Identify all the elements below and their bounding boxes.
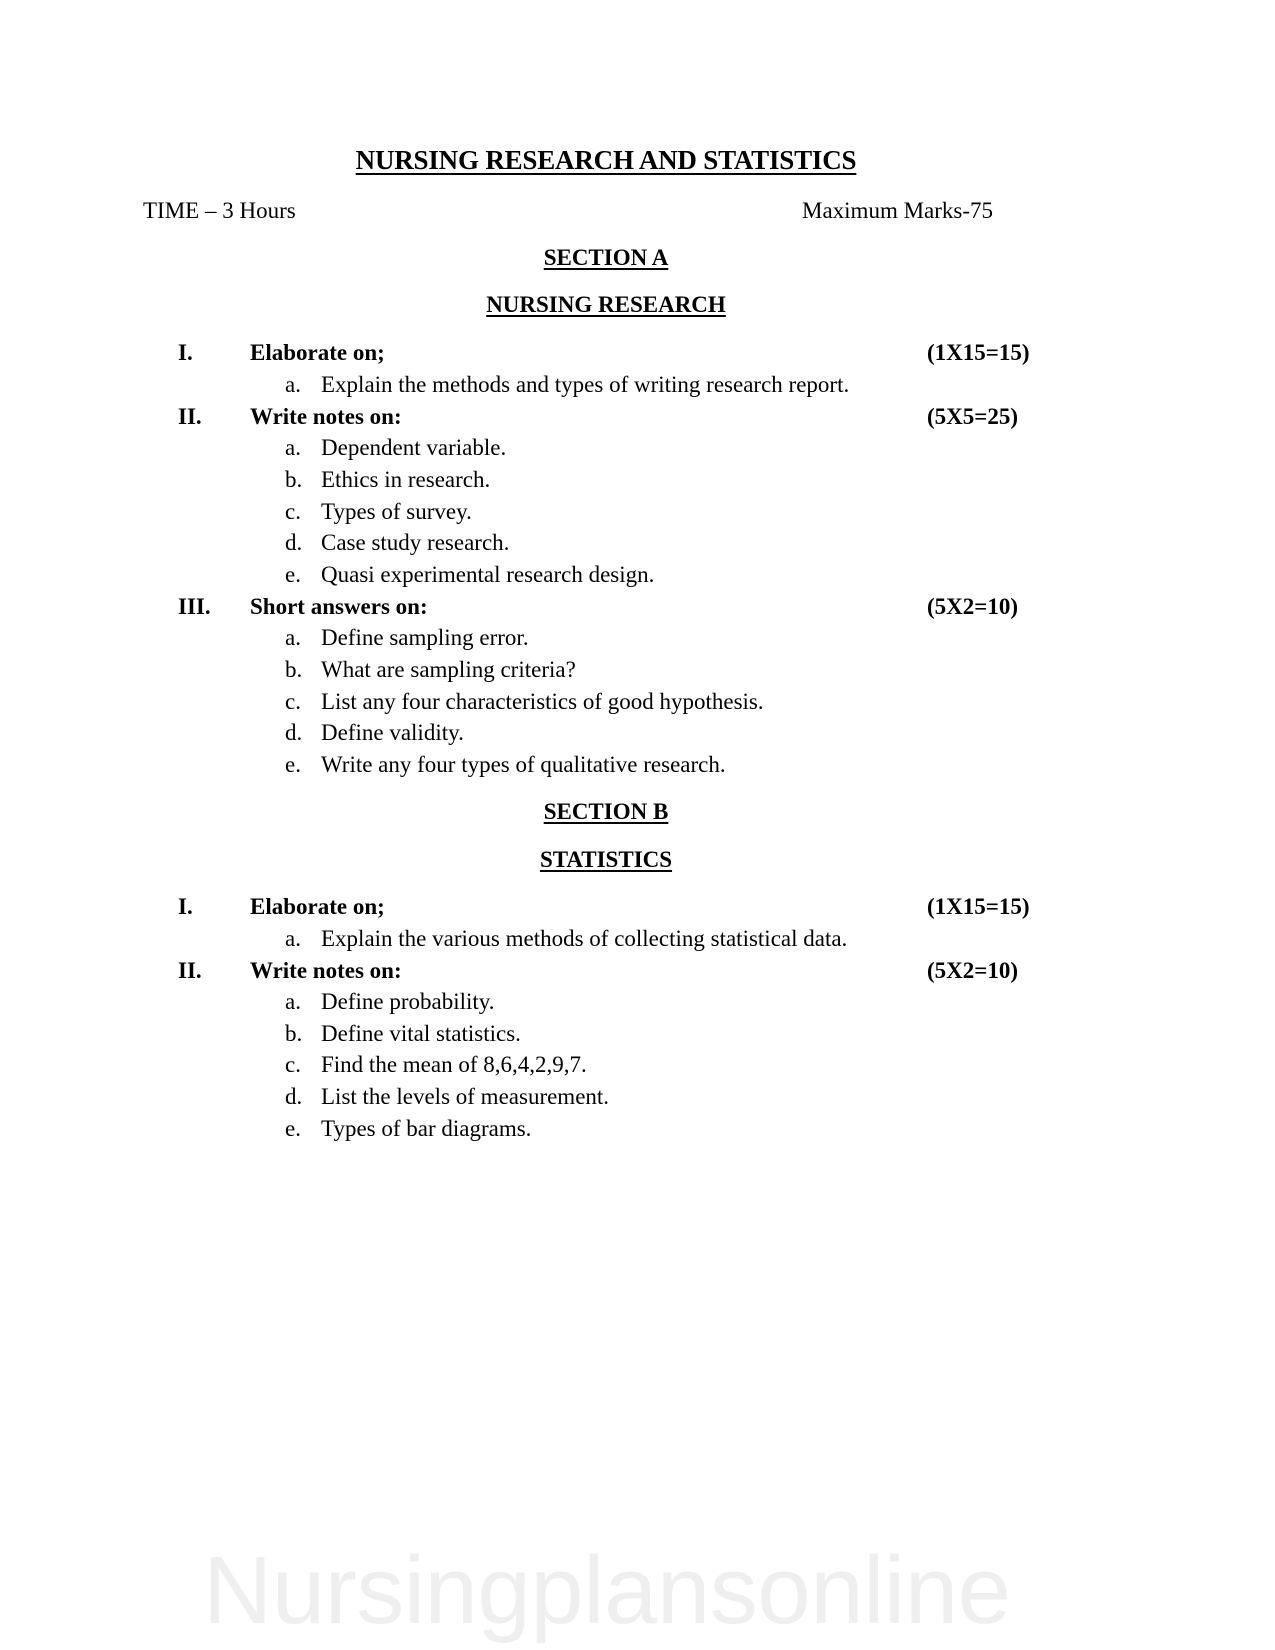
item-letter: a. (285, 926, 301, 951)
item-text: List the levels of measurement. (321, 1084, 610, 1109)
item-text: Ethics in research. (321, 467, 491, 492)
item-text: Types of bar diagrams. (321, 1116, 532, 1141)
item-letter: e. (285, 1116, 301, 1141)
list-item (0, 1114, 1275, 1146)
item-letter: b. (285, 467, 303, 492)
maximum-marks: Maximum Marks-75 (802, 198, 994, 223)
item-letter: d. (285, 1084, 303, 1109)
list-item (0, 1019, 1275, 1051)
list-item (0, 433, 1275, 465)
section-b-subject: STATISTICS (539, 847, 673, 872)
list-item (0, 1050, 1275, 1082)
item-text: Write any four types of qualitative research. (321, 752, 726, 777)
item-letter: e. (285, 752, 301, 777)
item-letter: a. (285, 625, 301, 650)
list-item (0, 623, 1275, 655)
question-title: Write notes on: (250, 404, 402, 429)
list-item (0, 497, 1275, 529)
item-letter: a. (285, 372, 301, 397)
item-text: Find the mean of 8,6,4,2,9,7. (321, 1052, 587, 1077)
section-b-label: SECTION B (543, 799, 669, 824)
question-heading (0, 338, 1275, 370)
question-title: Elaborate on; (250, 894, 385, 919)
question-title: Write notes on: (250, 958, 402, 983)
item-letter: c. (285, 1052, 301, 1077)
item-letter: a. (285, 989, 301, 1014)
question-numeral: II. (178, 958, 202, 983)
item-text: Define sampling error. (321, 625, 529, 650)
list-item (0, 528, 1275, 560)
question-heading (0, 892, 1275, 924)
list-item (0, 718, 1275, 750)
question-title: Short answers on: (250, 594, 428, 619)
item-letter: d. (285, 530, 303, 555)
question-numeral: III. (178, 594, 211, 619)
item-letter: c. (285, 499, 301, 524)
item-text: Define validity. (321, 720, 464, 745)
list-item (0, 465, 1275, 497)
question-heading (0, 592, 1275, 624)
item-text: Dependent variable. (321, 435, 507, 460)
time-allowed: TIME – 3 Hours (143, 198, 296, 223)
section-a-subject: NURSING RESEARCH (486, 292, 726, 317)
question-marks: (1X15=15) (927, 894, 1030, 919)
question-heading (0, 956, 1275, 988)
question-numeral: I. (178, 340, 193, 365)
item-text: Define vital statistics. (321, 1021, 521, 1046)
item-text: Types of survey. (321, 499, 472, 524)
item-letter: a. (285, 435, 301, 460)
list-item (0, 370, 1275, 402)
list-item (0, 1082, 1275, 1114)
item-text: Case study research. (321, 530, 510, 555)
list-item (0, 750, 1275, 782)
question-heading (0, 402, 1275, 434)
question-title: Elaborate on; (250, 340, 385, 365)
item-letter: e. (285, 562, 301, 587)
question-marks: (5X2=10) (927, 958, 1019, 983)
question-marks: (5X5=25) (927, 404, 1019, 429)
question-numeral: I. (178, 894, 193, 919)
item-letter: b. (285, 657, 303, 682)
question-marks: (5X2=10) (927, 594, 1019, 619)
item-text: Explain the methods and types of writing research report. (321, 372, 850, 397)
item-text: Quasi experimental research design. (321, 562, 655, 587)
item-letter: c. (285, 689, 301, 714)
item-letter: d. (285, 720, 303, 745)
list-item (0, 687, 1275, 719)
item-letter: b. (285, 1021, 303, 1046)
watermark: Nursingplansonline (203, 1537, 1011, 1644)
item-text: Explain the various methods of collecting statistical data. (321, 926, 848, 951)
item-text: What are sampling criteria? (321, 657, 576, 682)
list-item (0, 560, 1275, 592)
list-item (0, 924, 1275, 956)
question-numeral: II. (178, 404, 202, 429)
list-item (0, 987, 1275, 1019)
item-text: Define probability. (321, 989, 495, 1014)
paper-title: NURSING RESEARCH AND STATISTICS (355, 145, 857, 175)
list-item (0, 655, 1275, 687)
item-text: List any four characteristics of good hypothesis. (321, 689, 764, 714)
question-marks: (1X15=15) (927, 340, 1030, 365)
section-a-label: SECTION A (543, 245, 669, 270)
